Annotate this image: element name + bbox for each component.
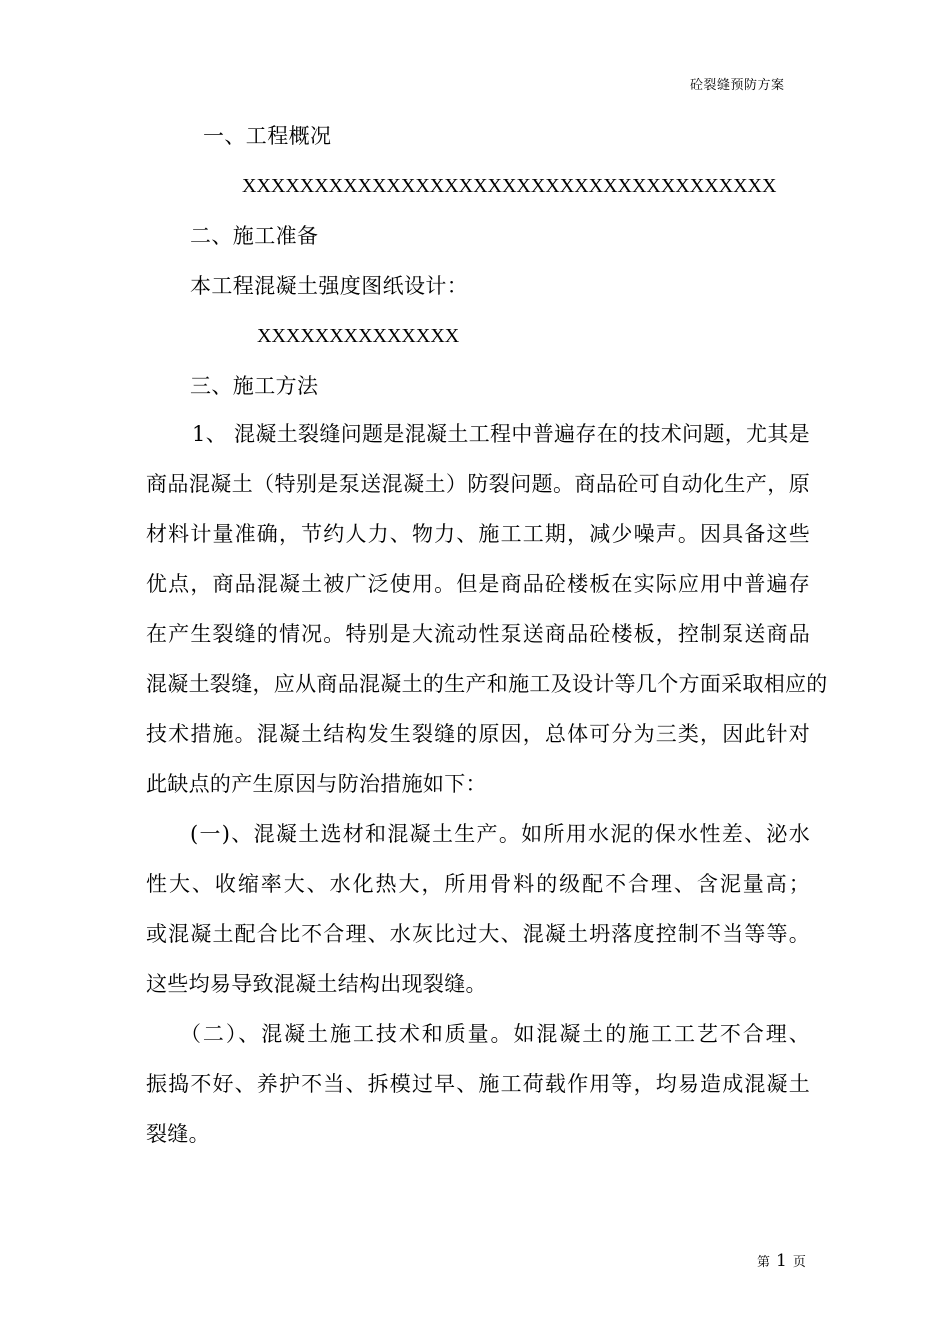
section-2-text: 本工程混凝土强度图纸设计： <box>190 274 469 298</box>
paragraph-3 <box>146 1009 810 1159</box>
footer-prefix: 第 <box>757 1255 771 1270</box>
paragraph-line: 技术措施。混凝土结构发生裂缝的原因，总体可分为三类，因此针对 <box>146 722 810 746</box>
paragraph-line: 1、 混凝土裂缝问题是混凝土工程中普遍存在的技术问题，尤其是 <box>192 422 810 446</box>
paragraph-line: 裂缝。 <box>146 1122 210 1146</box>
paragraph-line: （二）、混凝土施工技术和质量。如混凝土的施工工艺不合理、 <box>180 1022 810 1046</box>
paragraph-line: 振捣不好、养护不当、拆模过早、施工荷载作用等，均易造成混凝土 <box>146 1072 810 1096</box>
paragraph-line: 材料计量准确，节约人力、物力、施工工期，减少噪声。因具备这些 <box>146 522 810 546</box>
paragraph-line: 此缺点的产生原因与防治措施如下： <box>146 772 487 796</box>
section-3-heading: 三、施工方法 <box>190 374 319 398</box>
page-number: 1 <box>776 1251 787 1271</box>
footer-suffix: 页 <box>792 1255 806 1270</box>
paragraph-line: 优点，商品混凝土被广泛使用。但是商品砼楼板在实际应用中普遍存 <box>146 572 810 596</box>
paragraph-line: 或混凝土配合比不合理、水灰比过大、混凝土坍落度控制不当等等。 <box>146 922 810 946</box>
paragraph-line: 性大、收缩率大、水化热大，所用骨料的级配不合理、含泥量高； <box>146 872 810 896</box>
paragraph-line: 在产生裂缝的情况。特别是大流动性泵送商品砼楼板，控制泵送商品 <box>146 622 810 646</box>
section-2-heading: 二、施工准备 <box>190 224 319 248</box>
paragraph-line: 这些均易导致混凝土结构出现裂缝。 <box>146 972 487 996</box>
paragraph-line: 混凝土裂缝，应从商品混凝土的生产和施工及设计等几个方面采取相应的 <box>146 672 828 696</box>
paragraph-line: 商品混凝土（特别是泵送混凝土）防裂问题。商品砼可自动化生产，原 <box>146 472 810 496</box>
page-footer <box>757 1251 806 1271</box>
paragraph-line: (一)、混凝土选材和混凝土生产。如所用水泥的保水性差、泌水 <box>190 822 810 846</box>
page-header: 砼裂缝预防方案 <box>690 78 785 93</box>
paragraph-2 <box>146 809 810 1009</box>
section-1-placeholder: XXXXXXXXXXXXXXXXXXXXXXXXXXXXXXXXXXXXX <box>242 175 777 197</box>
section-1-heading: 一、工程概况 <box>203 124 332 148</box>
paragraph-1 <box>146 409 828 809</box>
section-2-placeholder: XXXXXXXXXXXXXX <box>257 325 460 347</box>
